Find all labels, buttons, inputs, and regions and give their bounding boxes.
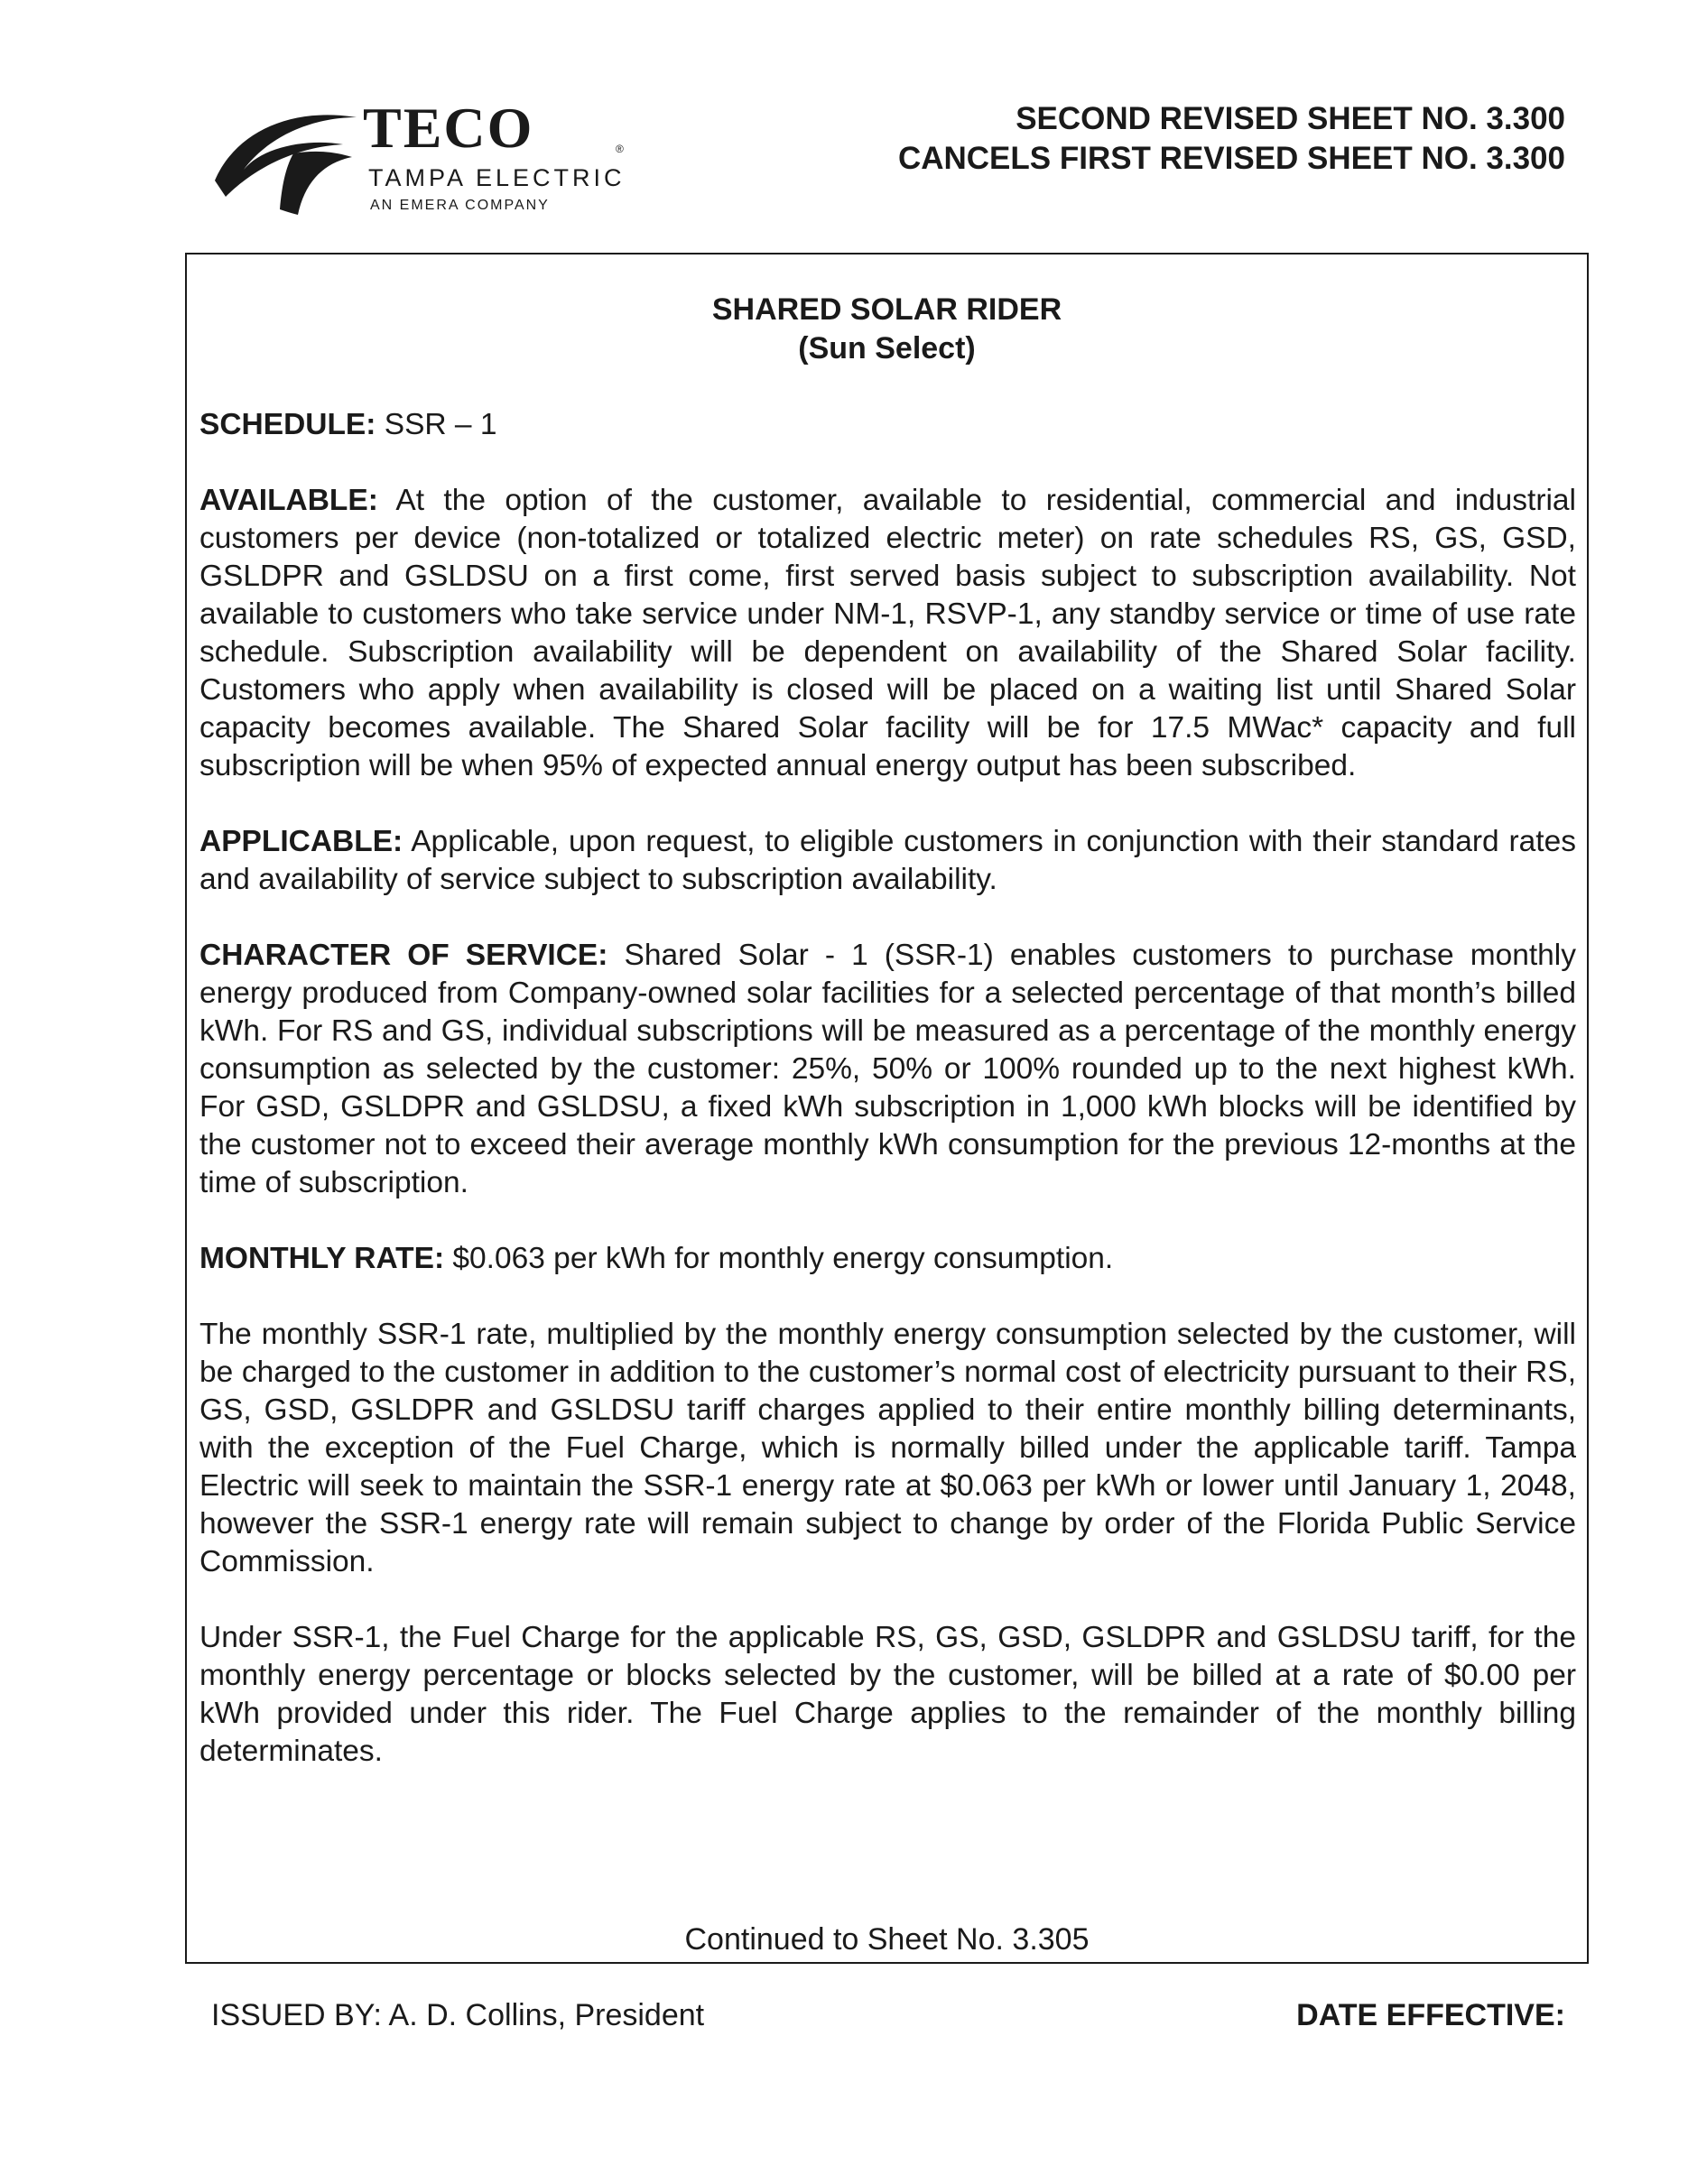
logo-wordmark: TECO [363,96,534,160]
logo-company-name: TAMPA ELECTRIC [368,164,626,191]
applicable-label: APPLICABLE: [199,825,403,858]
character-of-service-paragraph [199,937,1576,1202]
registered-mark: ® [616,143,624,155]
teco-swoosh-icon [208,97,361,224]
date-effective: DATE EFFECTIVE: [1296,1998,1565,2032]
applicable-text: Applicable, upon request, to eligible customers in conjunction with their standard rates and availability of service subject to subscription availability. [199,825,1576,896]
rate-application-paragraph: The monthly SSR-1 rate, multiplied by the monthly energy consumption selected by the customer, will be charged to the customer in addition to the customer’s normal cost of electricity pursuant to their RS, GS, GSD, GSLDPR and GSLDSU tariff charges applied to their entire monthly billing determinants, with the exception of the Fuel Charge, which is normally billed under the applicable tariff. Tampa Electric will seek to maintain the SSR-1 energy rate at $0.063 per kWh or lower until January 1, 2048, however the SSR-1 energy rate will remain subject to change by order of the Florida Public Service Commission. [199,1318,1576,1578]
character-of-service-text: Shared Solar - 1 (SSR-1) enables customers to purchase monthly energy produced from Company-owned solar facilities for a selected percentage of that month’s billed kWh. For RS and GS, individual subscriptions will be measured as a percentage of the monthly energy consumption as selected by the customer: 25%, 50% or 100% rounded up to the next highest kWh. For GSD, GSLDPR and GSLDSU, a fixed kWh subscription in 1,000 kWh blocks will be identified by the customer not to exceed their average monthly kWh consumption for the previous 12-months at the time of subscription. [199,939,1576,1199]
schedule-text: SSR – 1 [376,408,497,441]
rider-title [187,291,1587,368]
character-of-service-label: CHARACTER OF SERVICE: [199,939,608,972]
monthly-rate-text: $0.063 per kWh for monthly energy consumption. [444,1242,1114,1275]
tariff-body [199,406,1576,1809]
monthly-rate-paragraph [199,1240,1576,1278]
available-paragraph [199,482,1576,785]
schedule-paragraph [199,406,1576,444]
rider-title-main: SHARED SOLAR RIDER [711,292,1062,327]
schedule-label: SCHEDULE: [199,408,376,441]
fuel-charge-paragraph: Under SSR-1, the Fuel Charge for the applicable RS, GS, GSD, GSLDPR and GSLDSU tariff, for the monthly energy percentage or blocks selected by the customer, will be billed at a rate of $0.00 per kWh provided under this rider. The Fuel Charge applies to the remainder of the monthly billing determinates. [199,1621,1576,1768]
available-text: At the option of the customer, available to residential, commercial and industrial customers per device (non-totalized or totalized electric meter) on rate schedules RS, GS, GSD, GSLDPR and GSLDSU on a first come, first served basis subject to subscription availability. Not available to customers who take service under NM-1, RSVP-1, any standby service or time of use rate schedule. Subscription availability will be dependent on availability of the Shared Solar facility. Customers who apply when availability is closed will be placed on a waiting list until Shared Solar capacity becomes available. The Shared Solar facility will be for 17.5 MWac* capacity and full subscription will be when 95% of expected annual energy output has been subscribed. [199,484,1576,782]
monthly-rate-label: MONTHLY RATE: [199,1242,445,1275]
cancels-sheet-number: CANCELS FIRST REVISED SHEET NO. 3.300 [897,141,1565,176]
issued-by: ISSUED BY: A. D. Collins, President [211,1998,705,2032]
logo-parent-company: AN EMERA COMPANY [370,198,550,213]
teco-logo [208,97,677,224]
available-label: AVAILABLE: [199,484,378,517]
applicable-paragraph [199,823,1576,899]
tariff-frame [185,253,1589,1964]
rider-title-sub: (Sun Select) [798,331,976,366]
continued-note: Continued to Sheet No. 3.305 [684,1922,1090,1957]
sheet-number: SECOND REVISED SHEET NO. 3.300 [1016,101,1565,136]
sheet-header [898,99,1565,179]
